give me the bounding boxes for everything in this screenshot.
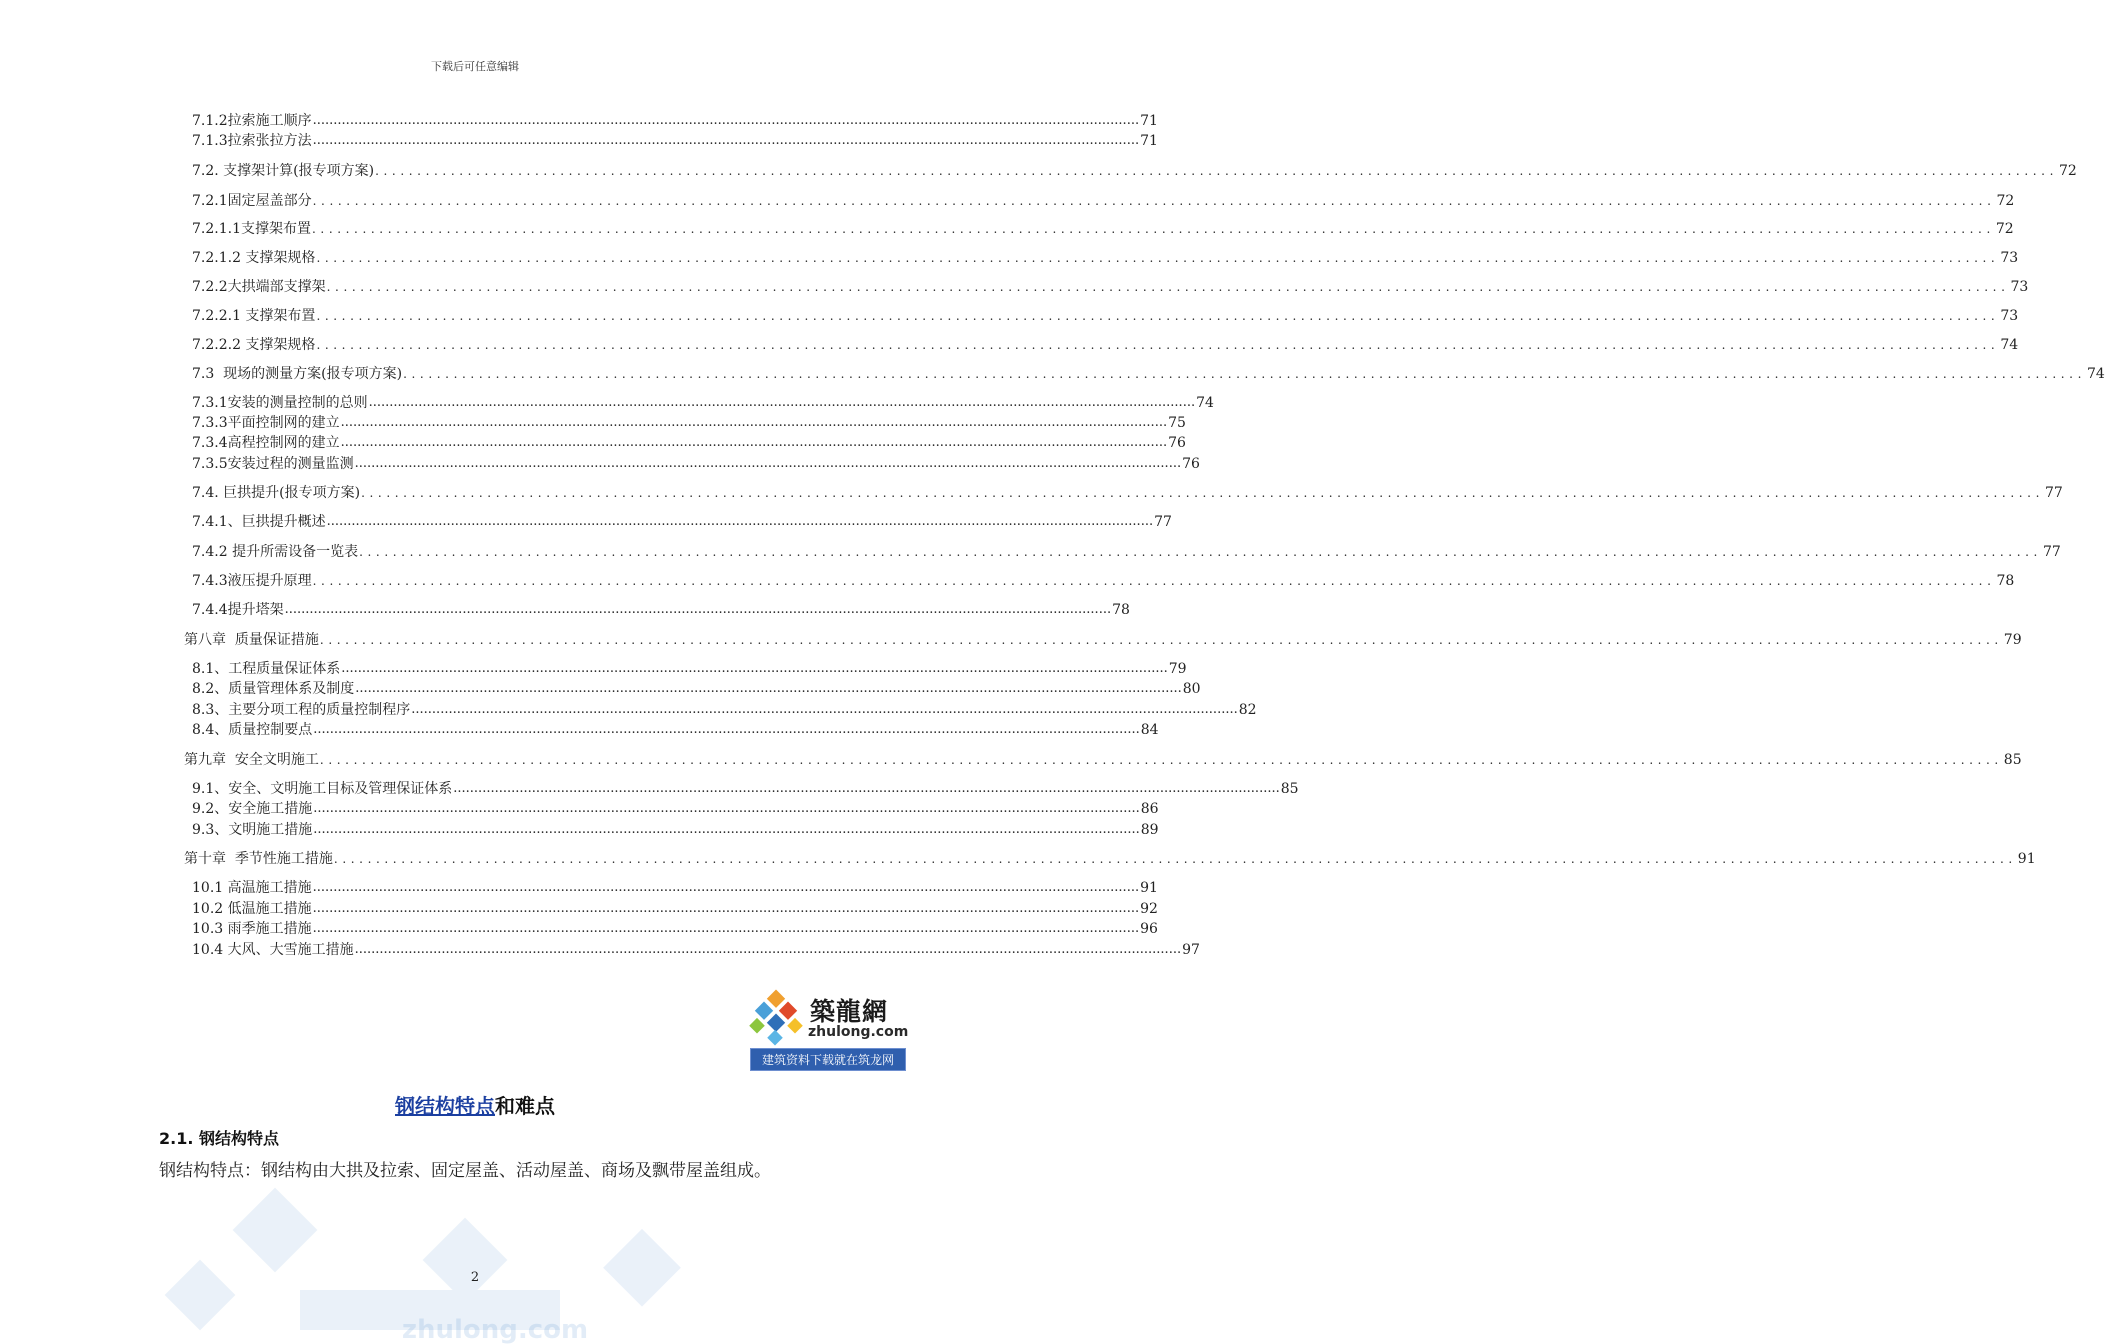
toc-entry[interactable] xyxy=(184,751,2022,769)
toc-leader-dots: ........................................................................................................................................................................................................ xyxy=(312,880,1140,895)
toc-entry[interactable] xyxy=(192,513,1172,531)
toc-entry-label: 9.2、安全施工措施 xyxy=(192,801,313,817)
toc-leader-dots: ........................................................................................................................................................................................................ xyxy=(312,921,1140,936)
toc-entry[interactable] xyxy=(192,220,2014,238)
toc-leader-dots: ........................................................................................................................................................................................................ xyxy=(312,133,1140,148)
toc-entry[interactable] xyxy=(192,800,1159,818)
toc-entry-page: 78 xyxy=(1996,573,2015,589)
toc-entry-page: 78 xyxy=(1112,602,1130,618)
toc-leader-dots: ........................................................................................................................................................................................................ xyxy=(326,280,2010,294)
toc-entry-page: 73 xyxy=(2000,308,2019,324)
toc-entry-page: 76 xyxy=(1168,435,1186,451)
toc-entry-page: 75 xyxy=(1168,415,1186,431)
toc-entry-label: 10.2 低温施工措施 xyxy=(192,901,312,917)
toc-entry-label: 7.2. 支撑架计算(报专项方案) xyxy=(192,163,375,179)
toc-entry-label: 7.4.3液压提升原理 xyxy=(192,573,312,589)
section-title xyxy=(0,1090,950,1119)
toc-leader-dots: ........................................................................................................................................................................................................ xyxy=(313,822,1140,837)
toc-entry[interactable] xyxy=(192,484,2063,502)
toc-entry-page: 82 xyxy=(1238,702,1257,718)
toc-entry[interactable] xyxy=(192,162,2077,180)
toc-entry-page: 91 xyxy=(1140,880,1158,896)
toc-leader-dots: ........................................................................................................................................................................................................ xyxy=(340,415,1168,430)
toc-leader-dots: ........................................................................................................................................................................................................ xyxy=(326,514,1154,529)
toc-entry-label: 第九章 安全文明施工 xyxy=(184,752,319,768)
toc-entry-page: 96 xyxy=(1140,921,1158,937)
toc-leader-dots: ........................................................................................................................................................................................................ xyxy=(312,901,1140,916)
toc-entry-label: 8.4、质量控制要点 xyxy=(192,722,313,738)
toc-leader-dots: ........................................................................................................................................................................................................ xyxy=(403,367,2086,381)
toc-leader-dots: ........................................................................................................................................................................................................ xyxy=(316,309,2000,323)
toc-entry-label: 7.4. 巨拱提升(报专项方案) xyxy=(192,485,361,501)
toc-entry[interactable] xyxy=(192,365,2105,383)
toc-leader-dots: ........................................................................................................................................................................................................ xyxy=(411,702,1238,717)
toc-entry[interactable] xyxy=(192,112,1158,130)
toc-entry-label: 9.1、安全、文明施工目标及管理保证体系 xyxy=(192,781,453,797)
toc-entry-label: 7.1.3拉索张拉方法 xyxy=(192,133,312,149)
toc-leader-dots: ........................................................................................................................................................................................................ xyxy=(333,852,2017,866)
toc-entry-page: 85 xyxy=(2003,752,2022,768)
watermark-text: zhulong.com xyxy=(401,1315,589,1344)
toc-entry-page: 77 xyxy=(2044,485,2063,501)
toc-entry-label: 第十章 季节性施工措施 xyxy=(184,851,333,867)
section-title-link[interactable]: 钢结构特点 xyxy=(395,1094,495,1118)
zhulong-logo xyxy=(748,990,908,1075)
toc-entry-page: 89 xyxy=(1140,822,1159,838)
toc-leader-dots: ........................................................................................................................................................................................................ xyxy=(341,661,1168,676)
toc-entry-page: 77 xyxy=(2042,544,2061,560)
toc-leader-dots: ........................................................................................................................................................................................................ xyxy=(312,194,1996,208)
watermark xyxy=(0,1180,950,1344)
toc-entry[interactable] xyxy=(192,941,1200,959)
toc-leader-dots: ........................................................................................................................................................................................................ xyxy=(359,545,2042,559)
toc-entry-label: 7.2.1.1支撑架布置 xyxy=(192,221,311,237)
toc-entry-label: 7.2.2.2 支撑架规格 xyxy=(192,337,316,353)
toc-entry-label: 10.1 高温施工措施 xyxy=(192,880,312,896)
logo-domain: zhulong.com xyxy=(808,1024,909,1040)
section-title-rest: 和难点 xyxy=(495,1094,555,1118)
toc-entry-page: 92 xyxy=(1140,901,1158,917)
toc-leader-dots: ........................................................................................................................................................................................................ xyxy=(312,113,1140,128)
toc-leader-dots: ........................................................................................................................................................................................................ xyxy=(313,722,1140,737)
toc-leader-dots: ........................................................................................................................................................................................................ xyxy=(355,681,1182,696)
toc-entry[interactable] xyxy=(192,701,1257,719)
toc-entry[interactable] xyxy=(192,721,1159,739)
toc-entry-page: 71 xyxy=(1140,113,1158,129)
toc-entry-label: 第八章 质量保证措施 xyxy=(184,632,319,648)
toc-entry-label: 7.4.4提升塔架 xyxy=(192,602,284,618)
toc-entry-label: 7.2.2大拱端部支撑架 xyxy=(192,279,326,295)
toc-entry-page: 97 xyxy=(1182,942,1200,958)
toc-entry[interactable] xyxy=(192,879,1158,897)
toc-leader-dots: ........................................................................................................................................................................................................ xyxy=(368,395,1196,410)
toc-entry-label: 10.3 雨季施工措施 xyxy=(192,921,312,937)
toc-entry-page: 71 xyxy=(1140,133,1158,149)
toc-entry-label: 7.3.4高程控制网的建立 xyxy=(192,435,340,451)
toc-leader-dots: ........................................................................................................................................................................................................ xyxy=(312,574,1996,588)
toc-entry[interactable] xyxy=(192,601,1130,619)
toc-entry-label: 10.4 大风、大雪施工措施 xyxy=(192,942,354,958)
logo-slogan: 建筑资料下载就在筑龙网 xyxy=(750,1048,906,1071)
toc-entry-page: 76 xyxy=(1182,456,1200,472)
toc-entry-label: 7.2.2.1 支撑架布置 xyxy=(192,308,316,324)
toc-leader-dots: ........................................................................................................................................................................................................ xyxy=(284,602,1112,617)
toc-entry-page: 86 xyxy=(1140,801,1159,817)
toc-entry-label: 7.3.1安装的测量控制的总则 xyxy=(192,395,368,411)
toc-leader-dots: ........................................................................................................................................................................................................ xyxy=(361,486,2044,500)
toc-entry-label: 7.1.2拉索施工顺序 xyxy=(192,113,312,129)
toc-entry-label: 7.2.1固定屋盖部分 xyxy=(192,193,312,209)
toc-entry-label: 7.3.5安装过程的测量监测 xyxy=(192,456,354,472)
toc-entry[interactable] xyxy=(192,414,1186,432)
toc-entry[interactable] xyxy=(184,850,2036,868)
toc-entry[interactable] xyxy=(192,278,2029,296)
toc-entry-page: 79 xyxy=(2003,632,2022,648)
toc-entry-label: 8.3、主要分项工程的质量控制程序 xyxy=(192,702,411,718)
toc-entry[interactable] xyxy=(192,336,2019,354)
toc-entry[interactable] xyxy=(192,543,2061,561)
toc-leader-dots: ........................................................................................................................................................................................................ xyxy=(354,456,1182,471)
toc-entry[interactable] xyxy=(192,132,1158,150)
toc-entry-label: 7.2.1.2 支撑架规格 xyxy=(192,250,316,266)
toc-entry-page: 73 xyxy=(2000,250,2019,266)
toc-entry-page: 80 xyxy=(1182,681,1201,697)
toc-entry[interactable] xyxy=(192,780,1299,798)
toc-entry[interactable] xyxy=(192,455,1200,473)
toc-entry[interactable] xyxy=(192,434,1186,452)
toc-leader-dots: ........................................................................................................................................................................................................ xyxy=(354,942,1182,957)
logo-chinese-name: 築龍網 xyxy=(810,997,889,1026)
toc-leader-dots: ........................................................................................................................................................................................................ xyxy=(340,435,1168,450)
toc-entry-label: 8.1、工程质量保证体系 xyxy=(192,661,341,677)
toc-entry-page: 77 xyxy=(1154,514,1172,530)
toc-leader-dots: ........................................................................................................................................................................................................ xyxy=(319,633,2003,647)
toc-entry-page: 73 xyxy=(2010,279,2029,295)
toc-entry-label: 7.4.2 提升所需设备一览表 xyxy=(192,544,359,560)
toc-entry[interactable] xyxy=(192,821,1159,839)
toc-entry-page: 74 xyxy=(1196,395,1214,411)
toc-entry-page: 72 xyxy=(1996,193,2015,209)
toc-entry[interactable] xyxy=(192,920,1158,938)
toc-entry-page: 79 xyxy=(1168,661,1187,677)
toc-entry-label: 7.4.1、巨拱提升概述 xyxy=(192,514,326,530)
page-number: 2 xyxy=(470,1270,480,1285)
toc-entry[interactable] xyxy=(192,660,1187,678)
toc-leader-dots: ........................................................................................................................................................................................................ xyxy=(375,164,2058,178)
toc-leader-dots: ........................................................................................................................................................................................................ xyxy=(319,753,2003,767)
toc-entry-page: 72 xyxy=(2058,163,2077,179)
toc-entry[interactable] xyxy=(192,307,2019,325)
toc-entry-page: 84 xyxy=(1140,722,1159,738)
toc-leader-dots: ........................................................................................................................................................................................................ xyxy=(313,801,1140,816)
toc-entry[interactable] xyxy=(192,192,2015,210)
subheading: 2.1. 钢结构特点 xyxy=(159,1129,279,1148)
toc-leader-dots: ........................................................................................................................................................................................................ xyxy=(316,251,2000,265)
toc-leader-dots: ........................................................................................................................................................................................................ xyxy=(316,338,2000,352)
toc-entry-page: 74 xyxy=(2000,337,2019,353)
toc-entry-label: 8.2、质量管理体系及制度 xyxy=(192,681,355,697)
toc-entry-page: 72 xyxy=(1995,221,2014,237)
toc-entry[interactable] xyxy=(192,394,1214,412)
toc-entry-label: 9.3、文明施工措施 xyxy=(192,822,313,838)
toc-entry[interactable] xyxy=(184,631,2022,649)
toc-entry-label: 7.3.3平面控制网的建立 xyxy=(192,415,340,431)
toc-entry[interactable] xyxy=(192,249,2019,267)
toc-entry[interactable] xyxy=(192,572,2015,590)
zhulong-logo-icon xyxy=(748,990,810,1048)
toc-leader-dots: ........................................................................................................................................................................................................ xyxy=(311,222,1995,236)
toc-entry-page: 91 xyxy=(2017,851,2036,867)
body-paragraph: 钢结构特点：钢结构由大拱及拉索、固定屋盖、活动屋盖、商场及飘带屋盖组成。 xyxy=(159,1161,771,1181)
page-header: 下载后可任意编辑 xyxy=(431,60,519,73)
toc-leader-dots: ........................................................................................................................................................................................................ xyxy=(453,781,1280,796)
toc-entry[interactable] xyxy=(192,680,1201,698)
toc-entry-label: 7.3 现场的测量方案(报专项方案) xyxy=(192,366,403,382)
toc-entry[interactable] xyxy=(192,900,1158,918)
toc-entry-page: 74 xyxy=(2086,366,2105,382)
toc-entry-page: 85 xyxy=(1280,781,1299,797)
